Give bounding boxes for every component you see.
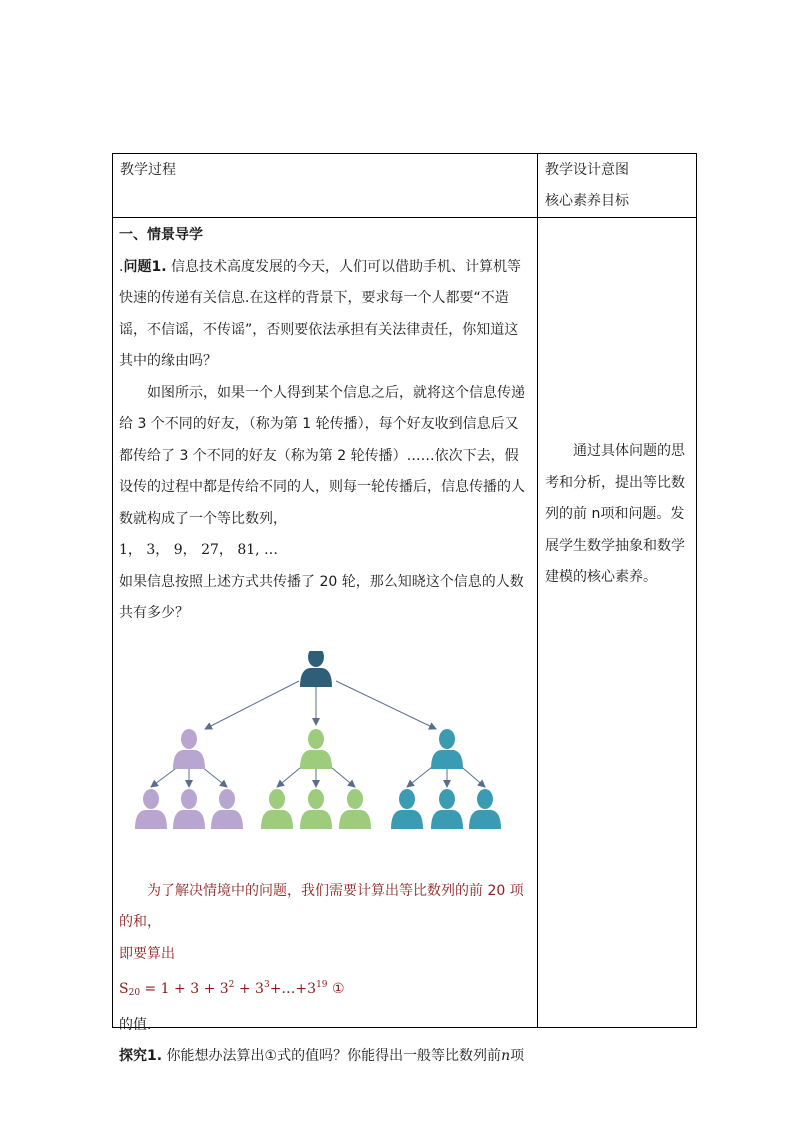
header-teaching-process: 教学过程	[120, 162, 176, 178]
green-person-icon	[300, 729, 332, 769]
teal-person-icon	[431, 729, 463, 769]
propagation-paragraph: 如图所示，如果一个人得到某个信息之后，就将这个信息传递给 3 个不同的好友，（称为第 1 轮传播），每个好友收到信息后又都传给了 3 个不同的好友（称为第 2 轮传播）……依次下去，假设传的过程中都是传给不同的人，则每一轮传播后，信息传播的人数就构成了一个等比数列，	[119, 384, 525, 527]
problem-1: .问题1. 信息技术高度发展的今天，人们可以借助手机、计算机等快速的传递有关信息.在这样的背景下，要求每一个人都要“不造谣，不信谣，不传谣”，否则要依法承担有关法律责任，你知道这其中的缘由吗？	[119, 258, 521, 369]
sequence-line: 1， 3， 9， 27， 81, …	[119, 542, 279, 558]
teal-children-icons	[391, 789, 501, 829]
purple-children-icons	[135, 789, 243, 829]
teaching-content	[119, 220, 529, 1073]
header-divider	[113, 217, 696, 218]
purple-person-icon	[173, 729, 205, 769]
propagation-tree-diagram	[131, 651, 511, 831]
design-intent-note: 通过具体问题的思考和分析，提出等比数列的前 n项和问题。发展学生数学抽象和数学建模的核心素养。	[545, 443, 685, 585]
question-paragraph: 如果信息按照上述方式共传播了 20 轮，那么知晓这个信息的人数共有多少？	[119, 573, 524, 621]
root-person-icon	[300, 651, 332, 687]
red-line: 即要算出	[119, 945, 175, 962]
lesson-table	[112, 153, 697, 1064]
section-title: 一、情景导学	[119, 227, 203, 243]
sum-formula: $S_{20} = 1 + 3 + 3^2$ + $3^3+\dots+3^{19}$ ①	[119, 980, 345, 998]
red-paragraph: 为了解决情境中的问题，我们需要计算出等比数列的前 20 项的和，	[119, 882, 524, 930]
green-children-icons	[261, 789, 371, 829]
explore-1: 探究1. 你能想办法算出①式的值吗？你能得出一般等比数列前n项	[119, 1048, 525, 1064]
value-text: 的值.	[119, 1016, 152, 1033]
header-design-intent: 教学设计意图 核心素养目标	[545, 162, 629, 209]
column-divider	[537, 154, 538, 1027]
